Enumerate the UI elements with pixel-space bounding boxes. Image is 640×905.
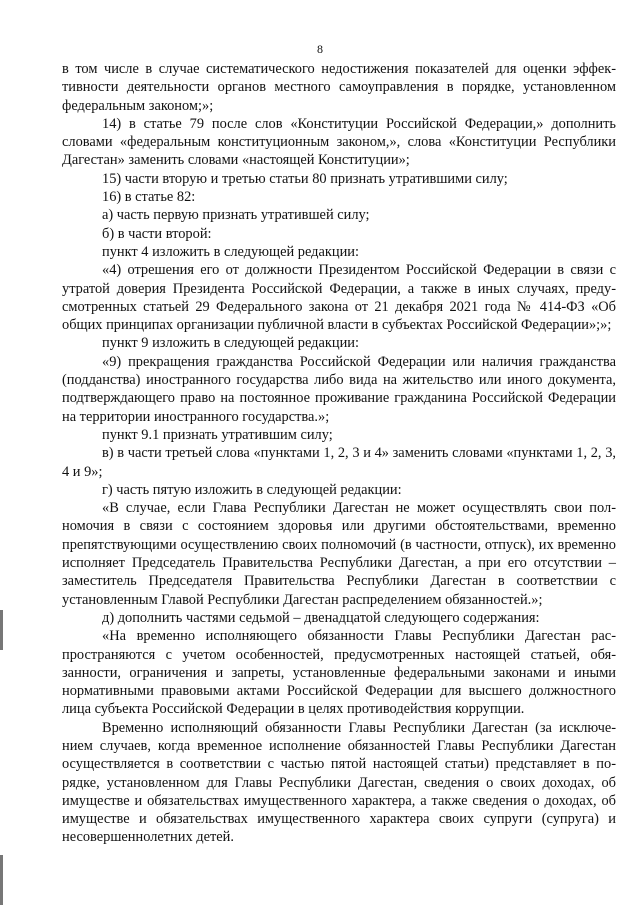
paragraph: 14) в статье 79 после слов «Конституции Российской Федерации,» дополнить словами «федеральным конституционным законом,», слова «Конституции Республики Дагестан» заменить словами «настоящей Конституции»; [62, 115, 616, 169]
page-number: 8 [317, 42, 323, 56]
paragraph: а) часть первую признать утратившей силу; [102, 207, 370, 224]
paragraph: «4) отрешения его от должности Президентом Российской Федерации в связи с утратой доверия Президента Российской Федерации, а также в иных случаях, предусмотренных статьей 29 Федерального закона от 21 декабря 2021 года № 414-ФЗ «Об общих принципах организации публичной власти в субъектах Российской Федерации»;»; [62, 262, 616, 334]
paragraph: «В случае, если Глава Республики Дагестан не может осуществлять свои полномочия в связи с состоянием здоровья или другими обстоятельствами, временно препятствующими осуществлению своих полномочий (в частности, отпуск), их временно исполняет Председатель Правительства Республики Дагестан, а при его отсутствии – заместитель Председателя Правительства Республики Дагестан в соответствии с установленным Главой Республики Дагестан распределением обязанностей.»; [62, 500, 616, 608]
paragraph: в) в части третьей слова «пунктами 1, 2, 3 и 4» заменить словами «пунктами 1, 2, 3, 4 и 9»; [62, 445, 616, 480]
paragraph: «9) прекращения гражданства Российской Федерации или наличия гражданства (подданства) иностранного государства либо вида на жительство или иного документа, подтверждающего право на постоянное проживание гражданина Российской Федерации на территории иностранного государства.»; [62, 353, 616, 425]
document-body [62, 60, 616, 847]
paragraph: д) дополнить частями седьмой – двенадцатой следующего содержания: [102, 609, 540, 626]
scan-edge-shadow [0, 610, 3, 650]
paragraph: пункт 9.1 признать утратившим силу; [102, 426, 333, 443]
paragraph: б) в части второй: [102, 225, 212, 242]
paragraph: «На временно исполняющего обязанности Главы Республики Дагестан распространяются с учетом особенностей, предусмотренных настоящей статьей, обязанности, ограничения и запреты, установленные федеральными законами и иными нормативными правовыми актами Российской Федерации для высшего должностного лица субъекта Российской Федерации в целях противодействия коррупции. [62, 628, 616, 718]
paragraph: 15) части вторую и третью статьи 80 признать утратившими силу; [102, 170, 508, 187]
scan-edge-shadow [0, 855, 3, 905]
paragraph: Временно исполняющий обязанности Главы Республики Дагестан (за исключением случаев, когда временное исполнение обязанностей Главы Республики Дагестан осуществляется в соответствии с частью пятой настоящей статьи) представляет в порядке, установленном для Главы Республики Дагестан, сведения о своих доходах, об имуществе и обязательствах имущественного характера, а также сведения о доходах, об имуществе и обязательствах имущественного характера своих супруги (супруга) и несовершеннолетних детей. [62, 719, 616, 846]
paragraph: г) часть пятую изложить в следующей редакции: [102, 481, 402, 498]
paragraph: в том числе в случае систематического недостижения показателей для оценки эффективности деятельности органов местного самоуправления в порядке, установленном федеральным законом;»; [62, 61, 616, 114]
paragraph: пункт 4 изложить в следующей редакции: [102, 243, 359, 260]
paragraph: 16) в статье 82: [102, 189, 196, 206]
paragraph: пункт 9 изложить в следующей редакции: [102, 335, 359, 352]
